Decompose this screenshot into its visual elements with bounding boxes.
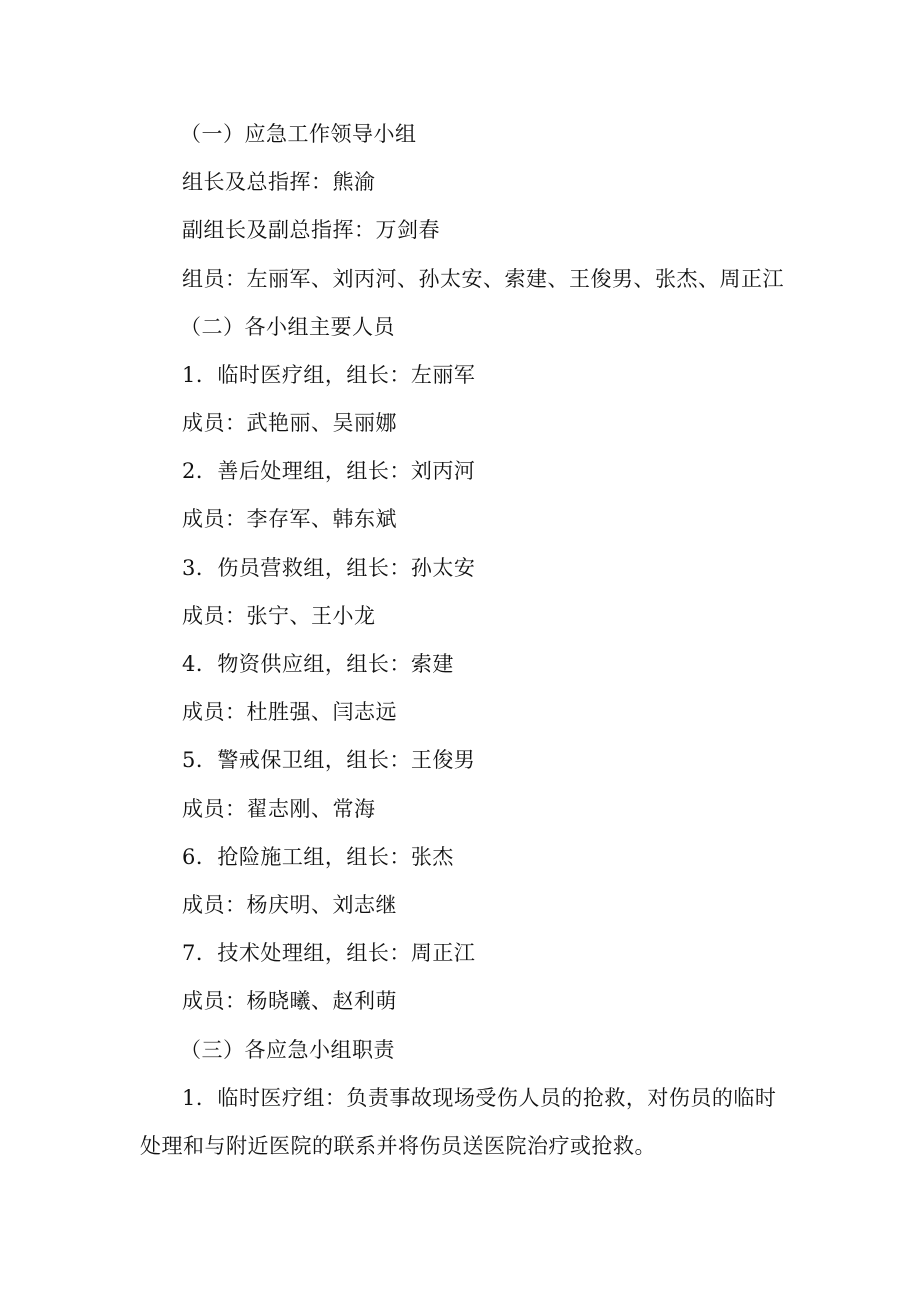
deputy-commander-line: 副组长及副总指挥：万剑春 xyxy=(182,218,440,242)
group-3-leader: 3．伤员营救组，组长：孙太安 xyxy=(182,556,476,580)
group-3-members: 成员：张宁、王小龙 xyxy=(182,604,376,628)
group-4-members: 成员：杜胜强、闫志远 xyxy=(182,700,397,724)
members-line: 组员：左丽军、刘丙河、孙太安、索建、王俊男、张杰、周正江 xyxy=(182,267,784,291)
group-1-leader: 1．临时医疗组，组长：左丽军 xyxy=(182,363,476,387)
group-1-members: 成员：武艳丽、吴丽娜 xyxy=(182,411,397,435)
group-7-leader: 7．技术处理组，组长：周正江 xyxy=(182,941,476,965)
duty-paragraph-line-2: 处理和与附近医院的联系并将伤员送医院治疗或抢救。 xyxy=(140,1134,656,1158)
group-5-leader: 5．警戒保卫组，组长：王俊男 xyxy=(182,748,476,772)
group-4-leader: 4．物资供应组，组长：索建 xyxy=(182,652,454,676)
section-heading-groups: （二）各小组主要人员 xyxy=(180,315,395,339)
group-2-members: 成员：李存军、韩东斌 xyxy=(182,507,397,531)
group-5-members: 成员：翟志刚、常海 xyxy=(182,797,376,821)
group-2-leader: 2．善后处理组，组长：刘丙河 xyxy=(182,459,476,483)
section-heading-duties: （三）各应急小组职责 xyxy=(180,1038,395,1062)
commander-line: 组长及总指挥：熊渝 xyxy=(182,170,376,194)
group-7-members: 成员：杨晓曦、赵利萌 xyxy=(182,989,397,1013)
section-heading-leadership: （一）应急工作领导小组 xyxy=(180,122,417,146)
duty-paragraph-line-1: 1．临时医疗组：负责事故现场受伤人员的抢救，对伤员的临时 xyxy=(182,1086,777,1110)
group-6-members: 成员：杨庆明、刘志继 xyxy=(182,893,397,917)
group-6-leader: 6．抢险施工组，组长：张杰 xyxy=(182,845,454,869)
